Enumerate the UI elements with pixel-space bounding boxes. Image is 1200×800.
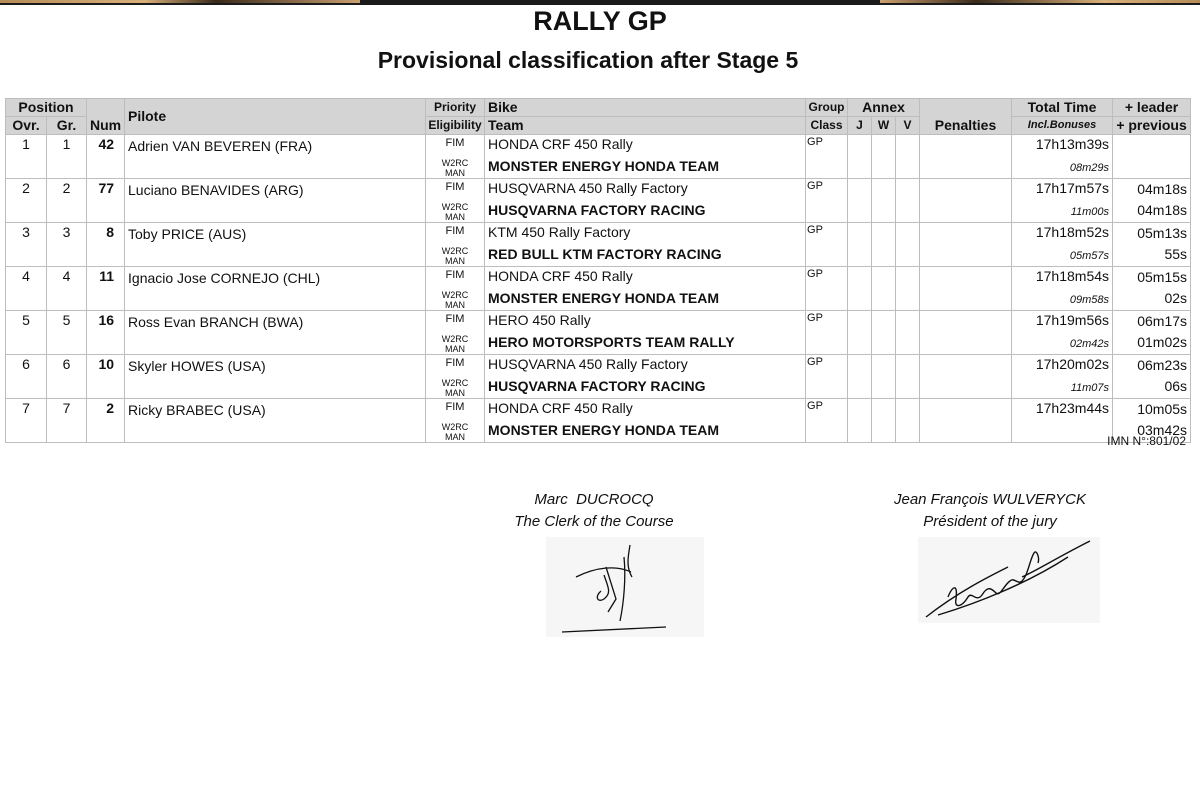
cell-ovr [6,311,47,355]
total-time-value: 17h17m57s [1035,180,1110,196]
cell-annex-v [896,135,920,179]
gap-leader-value: 04m18s [1137,181,1188,197]
cell-gaps [1113,355,1191,399]
cell-num [87,223,125,267]
cell-group [806,267,848,311]
pilote-name: Adrien VAN BEVEREN (FRA) [128,138,313,154]
bonus-value: 02m42s [1069,338,1110,350]
eligibility-sub-value: MAN [445,388,466,398]
team-name: MONSTER ENERGY HONDA TEAM [488,158,720,174]
cell-annex-v [896,311,920,355]
group-value: GP [807,400,823,412]
cell-gr [47,399,87,443]
eligibility-sub-value: MAN [445,300,466,310]
eligibility-sub-value: MAN [445,212,466,222]
cell-pilote [125,399,426,443]
cell-gaps [1113,223,1191,267]
priority-value: FIM [445,313,465,325]
eligibility-sub-value: MAN [445,432,466,442]
cell-num [87,179,125,223]
cell-ovr [6,179,47,223]
team-name: RED BULL KTM FACTORY RACING [488,246,722,262]
eligibility-value: W2RC [441,334,469,344]
bike-name: KTM 450 Rally Factory [488,224,631,240]
bike-name: HUSQVARNA 450 Rally Factory [488,356,688,372]
cell-priority [426,399,485,443]
cell-priority [426,135,485,179]
header-total-time: Total Time [1012,99,1113,117]
cell-bike-team [485,223,806,267]
header-incl-bonuses: Incl.Bonuses [1012,117,1113,135]
signatory-role: The Clerk of the Course [514,513,674,530]
num-value: 77 [98,180,115,196]
ovr-value: 5 [22,312,30,328]
table-row [6,179,1191,223]
bonus-value: 11m00s [1070,206,1110,218]
gap-leader-value [1113,135,1187,156]
signatory-clerk [494,489,694,533]
cell-penalties [920,399,1012,443]
gap-previous-value: 55s [1164,246,1188,262]
header-annex-v: V [896,117,920,135]
team-name: HUSQVARNA FACTORY RACING [488,202,706,218]
num-value: 8 [106,224,115,240]
cell-penalties [920,355,1012,399]
eligibility-value: W2RC [441,246,469,256]
team-name: MONSTER ENERGY HONDA TEAM [488,422,720,438]
eligibility-sub-value: MAN [445,344,466,354]
cell-total-time [1012,399,1113,443]
gr-value: 2 [62,180,71,196]
cell-pilote [125,179,426,223]
header-annex-j: J [848,117,872,135]
gap-previous-value [1113,156,1187,177]
cell-num [87,267,125,311]
table-row [6,311,1191,355]
cell-ovr [6,399,47,443]
total-time-value: 17h19m56s [1035,312,1110,328]
priority-value: FIM [445,225,465,237]
cell-annex-v [896,179,920,223]
banner-decoration-left [0,0,360,3]
cell-gr [47,179,87,223]
top-banner [0,0,1200,5]
gr-value: 6 [62,356,71,372]
eligibility-value: W2RC [441,378,469,388]
cell-priority [426,311,485,355]
cell-annex-v [896,267,920,311]
signatory-name: Marc DUCROCQ [534,491,654,508]
cell-num [87,399,125,443]
header-plus-previous: + previous [1113,117,1191,135]
total-time-value: 17h13m39s [1035,136,1110,152]
header-class: Class [806,117,848,135]
header-gr: Gr. [47,117,87,135]
cell-annex-j [848,267,872,311]
signatory-name: Jean François WULVERYCK [893,491,1086,508]
header-priority: Priority [426,99,485,117]
cell-annex-w [872,267,896,311]
total-time-value: 17h23m44s [1035,400,1110,416]
cell-annex-v [896,355,920,399]
cell-priority [426,223,485,267]
gap-previous-value: 01m02s [1137,334,1188,350]
cell-group [806,355,848,399]
ovr-value: 7 [22,400,30,416]
cell-total-time [1012,355,1113,399]
header-pilote: Pilote [125,99,426,135]
eligibility-sub-value: MAN [445,168,466,178]
header-eligibility: Eligibility [426,117,485,135]
cell-total-time [1012,267,1113,311]
cell-bike-team [485,311,806,355]
cell-gaps [1113,311,1191,355]
bike-name: HONDA CRF 450 Rally [488,268,633,284]
ovr-value: 1 [22,136,30,152]
group-value: GP [807,268,823,280]
cell-annex-j [848,135,872,179]
table-row [6,355,1191,399]
group-value: GP [807,356,823,368]
cell-penalties [920,135,1012,179]
gr-value: 1 [62,136,71,152]
cell-annex-w [872,399,896,443]
ovr-value: 6 [22,356,30,372]
priority-value: FIM [445,357,465,369]
table-row [6,135,1191,179]
header-annex: Annex [848,99,920,117]
bonus-value: 05m57s [1069,250,1110,262]
cell-gr [47,223,87,267]
cell-gr [47,135,87,179]
gap-leader-value: 05m15s [1137,269,1188,285]
header-bike: Bike [485,99,806,117]
gap-previous-value: 02s [1164,290,1188,306]
group-value: GP [807,180,823,192]
num-value: 42 [98,136,115,152]
pilote-name: Ricky BRABEC (USA) [128,402,266,418]
cell-annex-w [872,355,896,399]
cell-annex-j [848,399,872,443]
cell-group [806,311,848,355]
cell-annex-v [896,399,920,443]
cell-ovr [6,355,47,399]
cell-annex-j [848,179,872,223]
cell-bike-team [485,267,806,311]
bike-name: HONDA CRF 450 Rally [488,400,633,416]
cell-gaps [1113,267,1191,311]
gr-value: 4 [62,268,71,284]
pilote-name: Ignacio Jose CORNEJO (CHL) [128,270,321,286]
cell-pilote [125,267,426,311]
priority-value: FIM [445,269,465,281]
team-name: HERO MOTORSPORTS TEAM RALLY [488,334,735,350]
header-annex-w: W [872,117,896,135]
cell-bike-team [485,399,806,443]
bike-name: HERO 450 Rally [488,312,591,328]
cell-ovr [6,223,47,267]
priority-value: FIM [445,181,465,193]
cell-gaps [1113,135,1191,179]
group-value: GP [807,312,823,324]
cell-annex-j [848,311,872,355]
cell-group [806,399,848,443]
classification-table [5,98,1191,443]
gap-leader-value: 06m17s [1137,313,1188,329]
num-value: 10 [98,356,115,372]
header-penalties: Penalties [920,99,1012,135]
header-num: Num [87,99,125,135]
num-value: 16 [98,312,115,328]
cell-total-time [1012,311,1113,355]
page-subtitle: Provisional classification after Stage 5 [377,47,799,73]
bike-name: HUSQVARNA 450 Rally Factory [488,180,688,196]
bonus-value: 11m07s [1070,382,1110,394]
table-row [6,399,1191,443]
eligibility-value: W2RC [441,422,469,432]
total-time-value: 17h20m02s [1035,356,1110,372]
cell-annex-w [872,223,896,267]
team-name: MONSTER ENERGY HONDA TEAM [488,290,720,306]
pilote-name: Ross Evan BRANCH (BWA) [128,314,304,330]
cell-bike-team [485,179,806,223]
cell-ovr [6,135,47,179]
gr-value: 3 [62,224,71,240]
cell-num [87,355,125,399]
page-title: RALLY GP [533,6,667,36]
cell-pilote [125,311,426,355]
cell-pilote [125,355,426,399]
cell-gaps [1113,179,1191,223]
gr-value: 7 [62,400,71,416]
ovr-value: 3 [22,224,30,240]
cell-annex-j [848,223,872,267]
group-value: GP [807,224,823,236]
cell-annex-j [848,355,872,399]
cell-annex-w [872,311,896,355]
group-value: GP [807,136,823,148]
cell-gr [47,311,87,355]
cell-priority [426,267,485,311]
bike-name: HONDA CRF 450 Rally [488,136,633,152]
banner-decoration-right [880,0,1200,3]
cell-group [806,223,848,267]
cell-group [806,135,848,179]
total-time-value: 17h18m52s [1035,224,1110,240]
bonus-value: 09m58s [1069,294,1110,306]
signatory-jury-president [870,489,1110,533]
gap-previous-value: 06s [1164,378,1188,394]
pilote-name: Toby PRICE (AUS) [128,226,247,242]
bonus-value [1012,420,1109,441]
cell-priority [426,179,485,223]
table-row [6,267,1191,311]
cell-penalties [920,179,1012,223]
header-team: Team [485,117,806,135]
total-time-value: 17h18m54s [1035,268,1110,284]
cell-bike-team [485,355,806,399]
cell-penalties [920,223,1012,267]
cell-penalties [920,267,1012,311]
bonus-value: 08m29s [1069,162,1110,174]
num-value: 2 [106,400,115,416]
cell-group [806,179,848,223]
cell-pilote [125,135,426,179]
table-row [6,223,1191,267]
imn-reference: IMN N°:801/02 [1107,434,1186,448]
pilote-name: Skyler HOWES (USA) [128,358,266,374]
cell-gr [47,355,87,399]
cell-total-time [1012,223,1113,267]
cell-pilote [125,223,426,267]
eligibility-value: W2RC [441,202,469,212]
gap-previous-value: 04m18s [1137,202,1188,218]
gap-leader-value: 10m05s [1137,401,1188,417]
cell-annex-w [872,135,896,179]
header-ovr: Ovr. [6,117,47,135]
cell-num [87,135,125,179]
signature-image-clerk [546,537,704,637]
eligibility-value: W2RC [441,158,469,168]
team-name: HUSQVARNA FACTORY RACING [488,378,706,394]
gap-previous-value: 03m42s [1137,422,1188,438]
priority-value: FIM [445,137,465,149]
priority-value: FIM [445,401,465,413]
gr-value: 5 [62,312,71,328]
cell-annex-v [896,223,920,267]
pilote-name: Luciano BENAVIDES (ARG) [128,182,304,198]
header-group: Group [806,99,848,117]
cell-num [87,311,125,355]
cell-penalties [920,311,1012,355]
ovr-value: 4 [22,268,30,284]
header-plus-leader: + leader [1113,99,1191,117]
eligibility-value: W2RC [441,290,469,300]
cell-annex-w [872,179,896,223]
num-value: 11 [99,268,115,284]
cell-total-time [1012,179,1113,223]
eligibility-sub-value: MAN [445,256,466,266]
signature-image-jury [918,537,1100,623]
cell-priority [426,355,485,399]
gap-leader-value: 06m23s [1137,357,1188,373]
cell-ovr [6,267,47,311]
cell-bike-team [485,135,806,179]
header-position: Position [6,99,87,117]
gap-leader-value: 05m13s [1137,225,1188,241]
signatory-role: Président of the jury [923,513,1057,530]
cell-total-time [1012,135,1113,179]
ovr-value: 2 [22,180,30,196]
cell-gr [47,267,87,311]
